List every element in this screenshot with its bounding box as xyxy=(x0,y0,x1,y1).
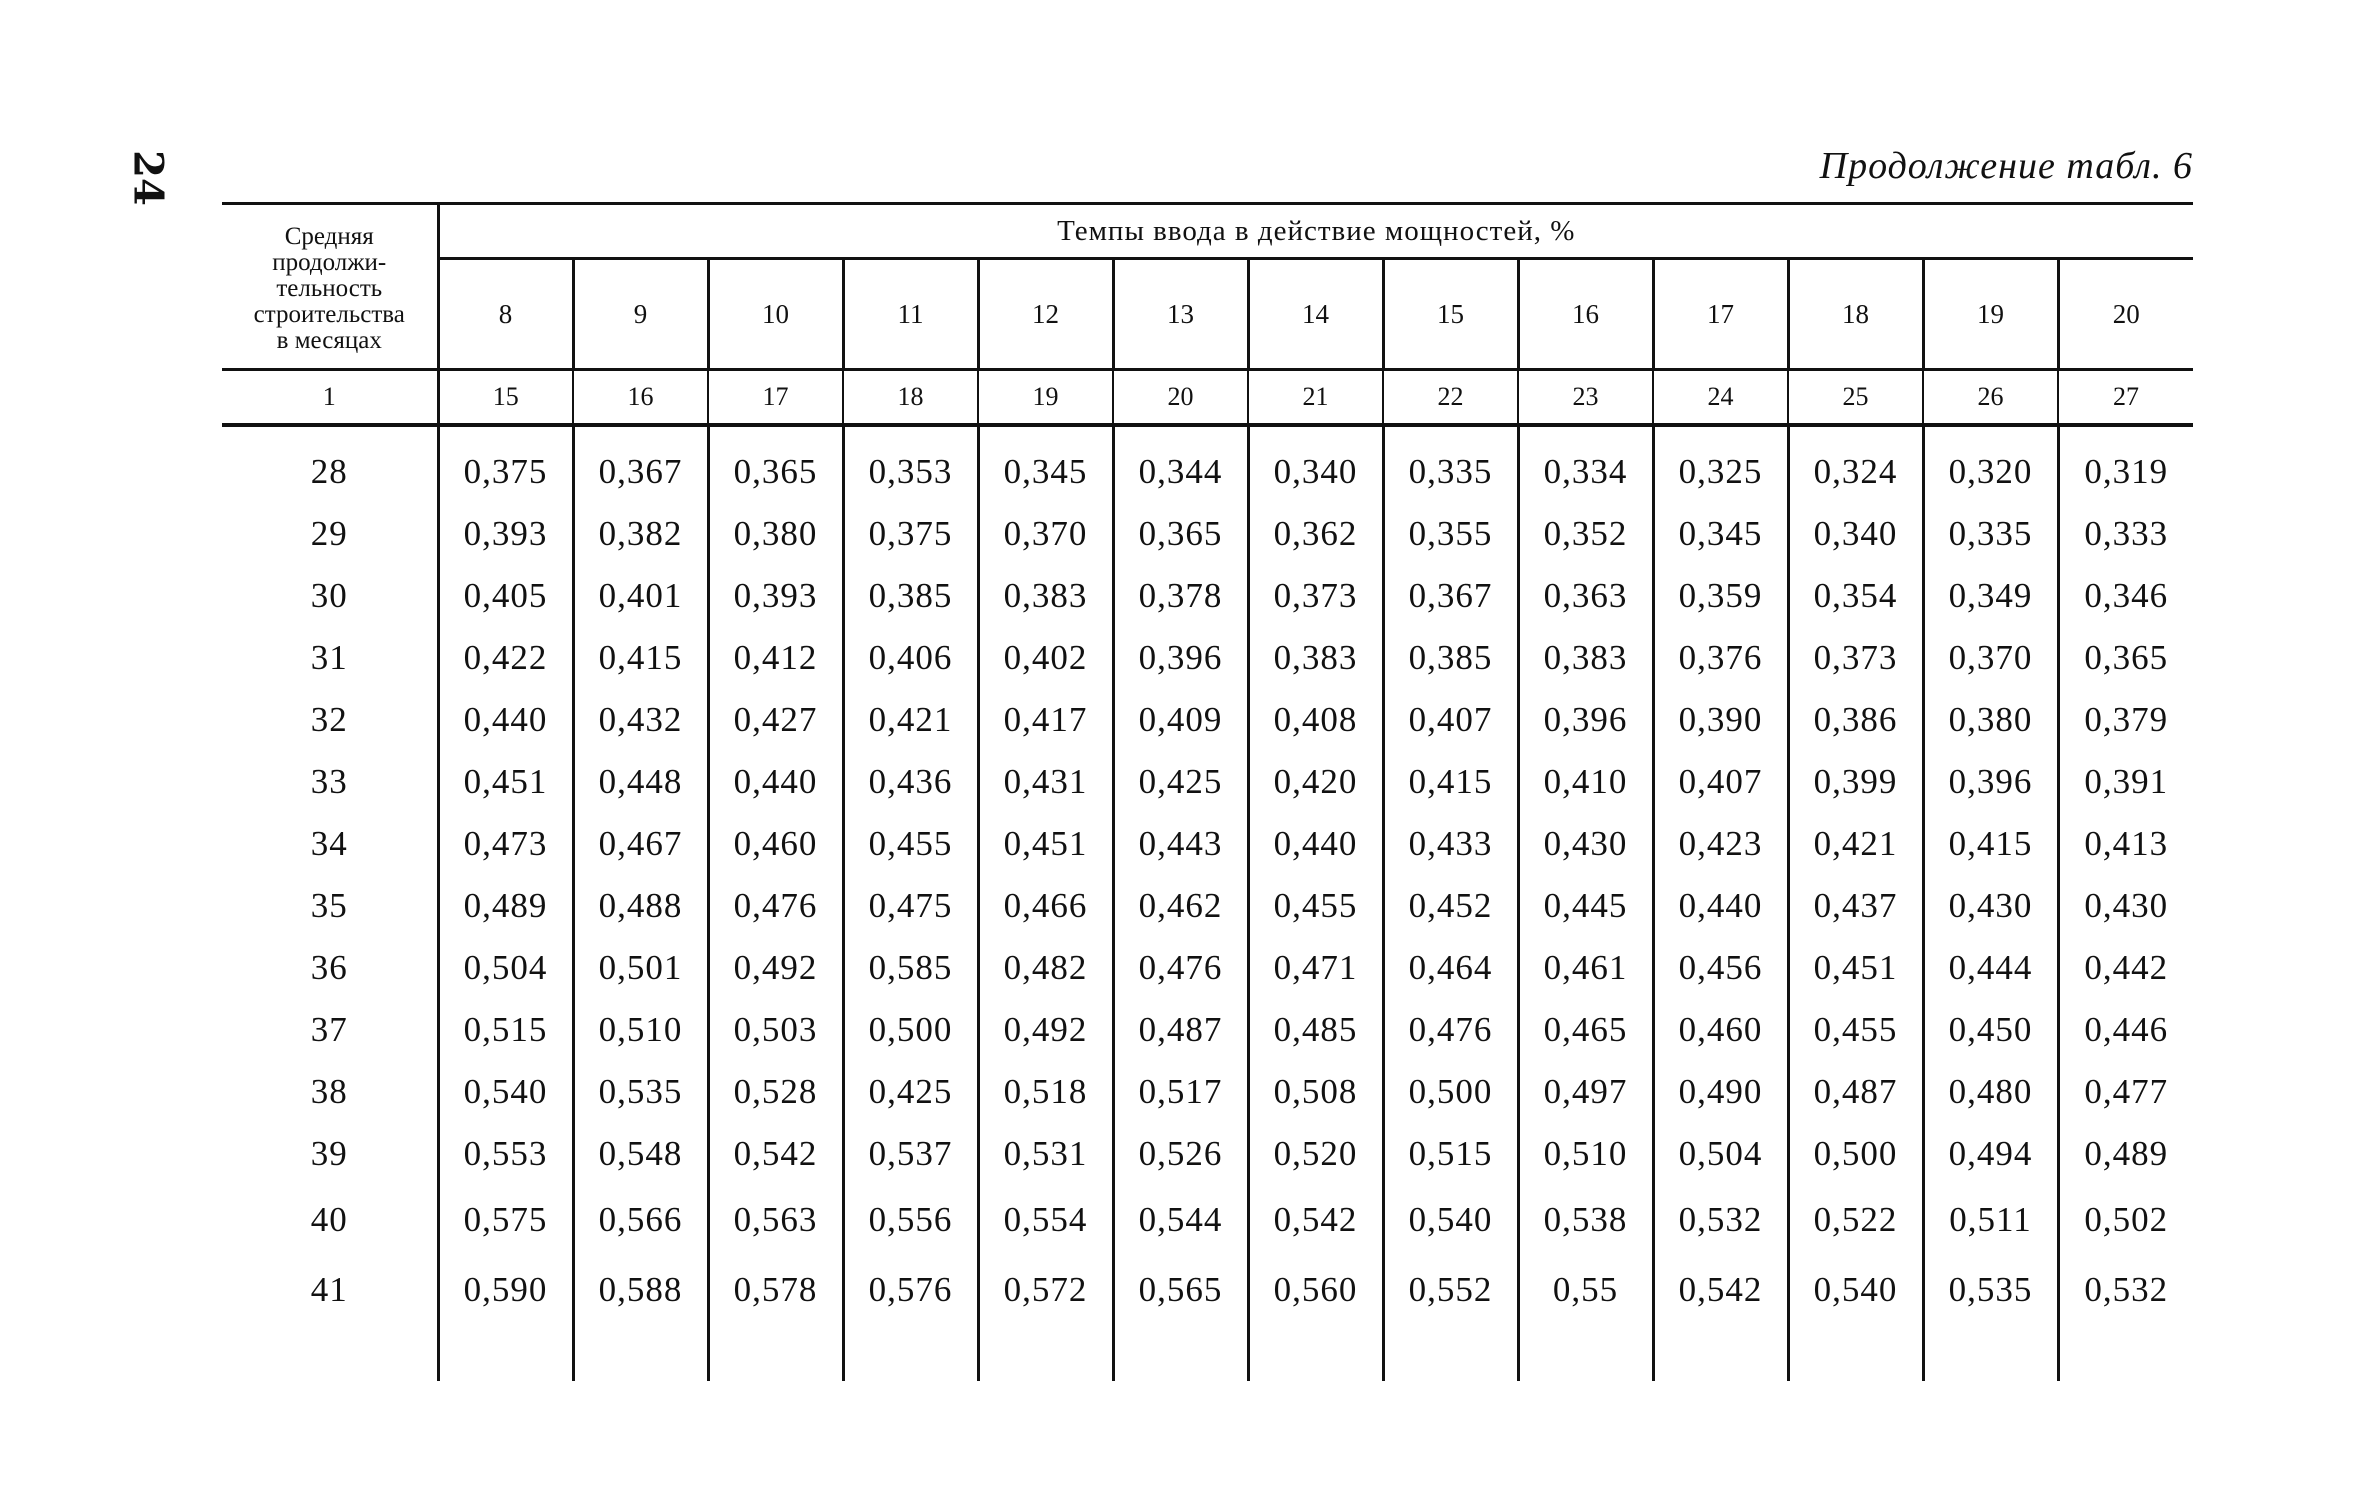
spacer-cell xyxy=(1383,425,1518,441)
rate-column-header: 15 xyxy=(1383,259,1518,370)
value-cell: 0,334 xyxy=(1518,441,1653,503)
value-cell: 0,410 xyxy=(1518,751,1653,813)
value-cell: 0,391 xyxy=(2058,751,2193,813)
value-cell: 0,436 xyxy=(843,751,978,813)
value-cell: 0,355 xyxy=(1383,503,1518,565)
value-cell: 0,451 xyxy=(1788,937,1923,999)
spacer-cell xyxy=(573,1325,708,1381)
group-header: Темпы ввода в действие мощностей, % xyxy=(438,204,2193,259)
value-cell: 0,462 xyxy=(1113,875,1248,937)
spacer-cell xyxy=(1113,425,1248,441)
value-cell: 0,487 xyxy=(1788,1061,1923,1123)
value-cell: 0,585 xyxy=(843,937,978,999)
value-cell: 0,566 xyxy=(573,1185,708,1255)
spacer-cell xyxy=(222,425,438,441)
spacer-cell xyxy=(573,425,708,441)
header-row-top xyxy=(222,204,2193,259)
value-cell: 0,349 xyxy=(1923,565,2058,627)
value-cell: 0,425 xyxy=(1113,751,1248,813)
table-header xyxy=(222,204,2193,426)
month-cell: 39 xyxy=(310,1134,348,1173)
value-cell: 0,333 xyxy=(2058,503,2193,565)
value-cell: 0,482 xyxy=(978,937,1113,999)
value-cell: 0,352 xyxy=(1518,503,1653,565)
value-cell: 0,542 xyxy=(1653,1255,1788,1325)
month-cell: 37 xyxy=(310,1010,348,1049)
value-cell: 0,365 xyxy=(2058,627,2193,689)
spacer-cell xyxy=(2058,425,2193,441)
month-cell: 33 xyxy=(310,762,348,801)
value-cell: 0,572 xyxy=(978,1255,1113,1325)
table-row xyxy=(222,875,2193,937)
value-cell: 0,421 xyxy=(1788,813,1923,875)
value-cell: 0,500 xyxy=(843,999,978,1061)
value-cell: 0,383 xyxy=(978,565,1113,627)
value-cell: 0,515 xyxy=(438,999,573,1061)
value-cell: 0,565 xyxy=(1113,1255,1248,1325)
rate-header-row xyxy=(222,259,2193,370)
value-cell: 0,528 xyxy=(708,1061,843,1123)
value-cell: 0,415 xyxy=(573,627,708,689)
spacer-cell xyxy=(978,425,1113,441)
value-cell: 0,417 xyxy=(978,689,1113,751)
value-cell: 0,502 xyxy=(2058,1185,2193,1255)
rate-column-header: 17 xyxy=(1653,259,1788,370)
value-cell: 0,427 xyxy=(708,689,843,751)
value-cell: 0,383 xyxy=(1518,627,1653,689)
rate-column-header: 20 xyxy=(2058,259,2193,370)
spacer-cell xyxy=(1113,1325,1248,1381)
value-cell: 0,515 xyxy=(1383,1123,1518,1185)
value-cell: 0,489 xyxy=(438,875,573,937)
value-cell: 0,443 xyxy=(1113,813,1248,875)
column-number: 16 xyxy=(573,370,708,426)
value-cell: 0,380 xyxy=(708,503,843,565)
column-number: 19 xyxy=(978,370,1113,426)
value-cell: 0,383 xyxy=(1248,627,1383,689)
spacer-cell xyxy=(1788,1325,1923,1381)
value-cell: 0,552 xyxy=(1383,1255,1518,1325)
value-cell: 0,430 xyxy=(1923,875,2058,937)
column-number: 24 xyxy=(1653,370,1788,426)
value-cell: 0,415 xyxy=(1383,751,1518,813)
value-cell: 0,345 xyxy=(978,441,1113,503)
table-row xyxy=(222,937,2193,999)
value-cell: 0,344 xyxy=(1113,441,1248,503)
value-cell: 0,390 xyxy=(1653,689,1788,751)
value-cell: 0,365 xyxy=(1113,503,1248,565)
value-cell: 0,526 xyxy=(1113,1123,1248,1185)
value-cell: 0,471 xyxy=(1248,937,1383,999)
value-cell: 0,538 xyxy=(1518,1185,1653,1255)
value-cell: 0,432 xyxy=(573,689,708,751)
column-number: 15 xyxy=(438,370,573,426)
spacer-cell xyxy=(708,1325,843,1381)
value-cell: 0,467 xyxy=(573,813,708,875)
value-cell: 0,500 xyxy=(1383,1061,1518,1123)
value-cell: 0,437 xyxy=(1788,875,1923,937)
value-cell: 0,375 xyxy=(843,503,978,565)
value-cell: 0,340 xyxy=(1788,503,1923,565)
spacer-cell xyxy=(1248,425,1383,441)
table-row xyxy=(222,1061,2193,1123)
rate-column-header: 11 xyxy=(843,259,978,370)
value-cell: 0,354 xyxy=(1788,565,1923,627)
spacer-cell xyxy=(708,425,843,441)
value-cell: 0,440 xyxy=(1653,875,1788,937)
stub-header-line: продолжи- xyxy=(272,248,387,276)
value-cell: 0,393 xyxy=(438,503,573,565)
value-cell: 0,476 xyxy=(708,875,843,937)
table-row xyxy=(222,689,2193,751)
stub-header-line: тельность xyxy=(276,274,383,302)
value-cell: 0,553 xyxy=(438,1123,573,1185)
value-cell: 0,359 xyxy=(1653,565,1788,627)
month-cell: 29 xyxy=(310,514,348,553)
rate-column-header: 8 xyxy=(438,259,573,370)
value-cell: 0,442 xyxy=(2058,937,2193,999)
value-cell: 0,504 xyxy=(1653,1123,1788,1185)
value-cell: 0,345 xyxy=(1653,503,1788,565)
value-cell: 0,590 xyxy=(438,1255,573,1325)
value-cell: 0,420 xyxy=(1248,751,1383,813)
value-cell: 0,535 xyxy=(1923,1255,2058,1325)
value-cell: 0,320 xyxy=(1923,441,2058,503)
value-cell: 0,508 xyxy=(1248,1061,1383,1123)
stub-header-line: в месяцах xyxy=(276,326,382,354)
spacer-row xyxy=(222,425,2193,441)
value-cell: 0,540 xyxy=(1788,1255,1923,1325)
value-cell: 0,385 xyxy=(843,565,978,627)
value-cell: 0,554 xyxy=(978,1185,1113,1255)
value-cell: 0,335 xyxy=(1923,503,2058,565)
value-cell: 0,492 xyxy=(978,999,1113,1061)
spacer-cell xyxy=(1923,425,2058,441)
spacer-cell xyxy=(222,1325,438,1381)
value-cell: 0,440 xyxy=(708,751,843,813)
value-cell: 0,450 xyxy=(1923,999,2058,1061)
value-cell: 0,455 xyxy=(1788,999,1923,1061)
value-cell: 0,560 xyxy=(1248,1255,1383,1325)
value-cell: 0,376 xyxy=(1653,627,1788,689)
value-cell: 0,402 xyxy=(978,627,1113,689)
spacer-cell xyxy=(978,1325,1113,1381)
value-cell: 0,535 xyxy=(573,1061,708,1123)
value-cell: 0,492 xyxy=(708,937,843,999)
value-cell: 0,500 xyxy=(1788,1123,1923,1185)
spacer-cell xyxy=(438,425,573,441)
value-cell: 0,367 xyxy=(573,441,708,503)
value-cell: 0,480 xyxy=(1923,1061,2058,1123)
spacer-cell xyxy=(438,1325,573,1381)
value-cell: 0,422 xyxy=(438,627,573,689)
spacer-cell xyxy=(1923,1325,2058,1381)
value-cell: 0,475 xyxy=(843,875,978,937)
value-cell: 0,375 xyxy=(438,441,573,503)
value-cell: 0,379 xyxy=(2058,689,2193,751)
value-cell: 0,431 xyxy=(978,751,1113,813)
table-caption: Продолжение табл. 6 xyxy=(1819,145,2193,187)
month-cell: 28 xyxy=(310,452,348,491)
table-row xyxy=(222,813,2193,875)
rate-column-header: 13 xyxy=(1113,259,1248,370)
value-cell: 0,340 xyxy=(1248,441,1383,503)
rate-column-header: 10 xyxy=(708,259,843,370)
value-cell: 0,385 xyxy=(1383,627,1518,689)
value-cell: 0,413 xyxy=(2058,813,2193,875)
stub-header-line: Средняя xyxy=(284,222,374,250)
value-cell: 0,346 xyxy=(2058,565,2193,627)
value-cell: 0,380 xyxy=(1923,689,2058,751)
value-cell: 0,466 xyxy=(978,875,1113,937)
value-cell: 0,489 xyxy=(2058,1123,2193,1185)
value-cell: 0,365 xyxy=(708,441,843,503)
value-cell: 0,510 xyxy=(1518,1123,1653,1185)
value-cell: 0,455 xyxy=(1248,875,1383,937)
value-cell: 0,461 xyxy=(1518,937,1653,999)
rate-column-header: 12 xyxy=(978,259,1113,370)
value-cell: 0,407 xyxy=(1653,751,1788,813)
value-cell: 0,362 xyxy=(1248,503,1383,565)
column-number: 23 xyxy=(1518,370,1653,426)
value-cell: 0,325 xyxy=(1653,441,1788,503)
value-cell: 0,446 xyxy=(2058,999,2193,1061)
value-cell: 0,407 xyxy=(1383,689,1518,751)
value-cell: 0,378 xyxy=(1113,565,1248,627)
value-cell: 0,386 xyxy=(1788,689,1923,751)
value-cell: 0,456 xyxy=(1653,937,1788,999)
value-cell: 0,405 xyxy=(438,565,573,627)
column-number: 25 xyxy=(1788,370,1923,426)
value-cell: 0,448 xyxy=(573,751,708,813)
value-cell: 0,409 xyxy=(1113,689,1248,751)
table-row xyxy=(222,441,2193,503)
value-cell: 0,408 xyxy=(1248,689,1383,751)
coefficient-table xyxy=(222,202,2193,1381)
month-cell: 36 xyxy=(310,948,348,987)
column-number: 17 xyxy=(708,370,843,426)
value-cell: 0,537 xyxy=(843,1123,978,1185)
value-cell: 0,542 xyxy=(1248,1185,1383,1255)
spacer-cell xyxy=(1383,1325,1518,1381)
value-cell: 0,531 xyxy=(978,1123,1113,1185)
value-cell: 0,520 xyxy=(1248,1123,1383,1185)
column-number: 18 xyxy=(843,370,978,426)
value-cell: 0,430 xyxy=(1518,813,1653,875)
stub-header xyxy=(222,204,438,370)
column-number: 20 xyxy=(1113,370,1248,426)
column-number: 21 xyxy=(1248,370,1383,426)
column-number: 22 xyxy=(1383,370,1518,426)
stub-header-line: строительства xyxy=(253,300,405,328)
month-cell: 38 xyxy=(310,1072,348,1111)
spacer-cell xyxy=(1653,1325,1788,1381)
value-cell: 0,370 xyxy=(978,503,1113,565)
value-cell: 0,444 xyxy=(1923,937,2058,999)
table-body xyxy=(222,425,2193,1381)
value-cell: 0,522 xyxy=(1788,1185,1923,1255)
month-cell: 31 xyxy=(310,638,348,677)
value-cell: 0,460 xyxy=(708,813,843,875)
month-cell: 35 xyxy=(310,886,348,925)
value-cell: 0,445 xyxy=(1518,875,1653,937)
month-cell: 30 xyxy=(310,576,348,615)
value-cell: 0,460 xyxy=(1653,999,1788,1061)
value-cell: 0,518 xyxy=(978,1061,1113,1123)
value-cell: 0,399 xyxy=(1788,751,1923,813)
month-cell: 32 xyxy=(310,700,348,739)
column-number: 26 xyxy=(1923,370,2058,426)
spacer-cell xyxy=(2058,1325,2193,1381)
rate-column-header: 18 xyxy=(1788,259,1923,370)
value-cell: 0,464 xyxy=(1383,937,1518,999)
value-cell: 0,425 xyxy=(843,1061,978,1123)
value-cell: 0,578 xyxy=(708,1255,843,1325)
value-cell: 0,440 xyxy=(438,689,573,751)
value-cell: 0,477 xyxy=(2058,1061,2193,1123)
value-cell: 0,532 xyxy=(2058,1255,2193,1325)
value-cell: 0,476 xyxy=(1113,937,1248,999)
value-cell: 0,373 xyxy=(1248,565,1383,627)
spacer-cell xyxy=(1518,425,1653,441)
table-row xyxy=(222,565,2193,627)
rate-column-header: 9 xyxy=(573,259,708,370)
value-cell: 0,421 xyxy=(843,689,978,751)
table-row xyxy=(222,1255,2193,1325)
value-cell: 0,504 xyxy=(438,937,573,999)
value-cell: 0,490 xyxy=(1653,1061,1788,1123)
value-cell: 0,532 xyxy=(1653,1185,1788,1255)
month-cell: 34 xyxy=(310,824,348,863)
value-cell: 0,396 xyxy=(1518,689,1653,751)
value-cell: 0,540 xyxy=(1383,1185,1518,1255)
value-cell: 0,576 xyxy=(843,1255,978,1325)
table-row xyxy=(222,1185,2193,1255)
value-cell: 0,588 xyxy=(573,1255,708,1325)
value-cell: 0,517 xyxy=(1113,1061,1248,1123)
spacer-cell xyxy=(843,425,978,441)
rate-column-header: 19 xyxy=(1923,259,2058,370)
column-number: 27 xyxy=(2058,370,2193,426)
value-cell: 0,575 xyxy=(438,1185,573,1255)
value-cell: 0,563 xyxy=(708,1185,843,1255)
value-cell: 0,497 xyxy=(1518,1061,1653,1123)
rate-column-header: 16 xyxy=(1518,259,1653,370)
value-cell: 0,501 xyxy=(573,937,708,999)
value-cell: 0,494 xyxy=(1923,1123,2058,1185)
spacer-row xyxy=(222,1325,2193,1381)
table-row xyxy=(222,1123,2193,1185)
value-cell: 0,319 xyxy=(2058,441,2193,503)
value-cell: 0,373 xyxy=(1788,627,1923,689)
value-cell: 0,540 xyxy=(438,1061,573,1123)
value-cell: 0,433 xyxy=(1383,813,1518,875)
value-cell: 0,406 xyxy=(843,627,978,689)
column-number-row xyxy=(222,370,2193,426)
spacer-cell xyxy=(1248,1325,1383,1381)
coefficient-table-container xyxy=(222,202,2193,1381)
table-row xyxy=(222,503,2193,565)
value-cell: 0,476 xyxy=(1383,999,1518,1061)
value-cell: 0,55 xyxy=(1518,1255,1653,1325)
value-cell: 0,423 xyxy=(1653,813,1788,875)
value-cell: 0,370 xyxy=(1923,627,2058,689)
spacer-cell xyxy=(1788,425,1923,441)
value-cell: 0,415 xyxy=(1923,813,2058,875)
value-cell: 0,367 xyxy=(1383,565,1518,627)
spacer-cell xyxy=(1518,1325,1653,1381)
month-cell: 41 xyxy=(310,1270,348,1309)
value-cell: 0,440 xyxy=(1248,813,1383,875)
value-cell: 0,430 xyxy=(2058,875,2193,937)
spacer-cell xyxy=(1653,425,1788,441)
value-cell: 0,542 xyxy=(708,1123,843,1185)
value-cell: 0,556 xyxy=(843,1185,978,1255)
value-cell: 0,363 xyxy=(1518,565,1653,627)
value-cell: 0,465 xyxy=(1518,999,1653,1061)
value-cell: 0,393 xyxy=(708,565,843,627)
value-cell: 0,544 xyxy=(1113,1185,1248,1255)
value-cell: 0,511 xyxy=(1923,1185,2058,1255)
table-row xyxy=(222,751,2193,813)
value-cell: 0,324 xyxy=(1788,441,1923,503)
value-cell: 0,510 xyxy=(573,999,708,1061)
column-number: 1 xyxy=(222,370,438,426)
value-cell: 0,401 xyxy=(573,565,708,627)
table-row xyxy=(222,627,2193,689)
value-cell: 0,487 xyxy=(1113,999,1248,1061)
value-cell: 0,396 xyxy=(1923,751,2058,813)
value-cell: 0,488 xyxy=(573,875,708,937)
rate-column-header: 14 xyxy=(1248,259,1383,370)
value-cell: 0,452 xyxy=(1383,875,1518,937)
table-row xyxy=(222,999,2193,1061)
spacer-cell xyxy=(843,1325,978,1381)
value-cell: 0,396 xyxy=(1113,627,1248,689)
value-cell: 0,455 xyxy=(843,813,978,875)
month-cell: 40 xyxy=(310,1200,348,1239)
value-cell: 0,485 xyxy=(1248,999,1383,1061)
value-cell: 0,412 xyxy=(708,627,843,689)
value-cell: 0,473 xyxy=(438,813,573,875)
value-cell: 0,451 xyxy=(978,813,1113,875)
value-cell: 0,503 xyxy=(708,999,843,1061)
value-cell: 0,548 xyxy=(573,1123,708,1185)
page-number: 24 xyxy=(124,150,172,206)
value-cell: 0,335 xyxy=(1383,441,1518,503)
value-cell: 0,353 xyxy=(843,441,978,503)
value-cell: 0,382 xyxy=(573,503,708,565)
value-cell: 0,451 xyxy=(438,751,573,813)
